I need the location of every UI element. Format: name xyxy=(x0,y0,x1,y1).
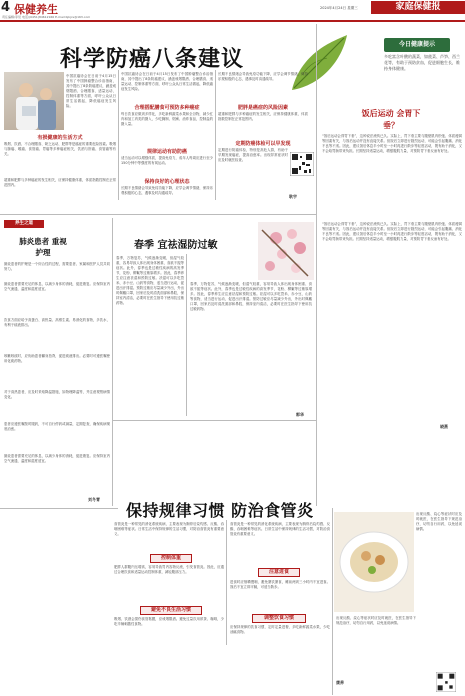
diet-text: 每日饮食应做到多样化，多吃新鲜蔬菜水果和全谷物，减少红肉和加工肉类的摄入，少吃腌制、烟熏、油炸食品，控制盐的摄入量。 xyxy=(121,112,213,126)
screening-text: 定期进行防癌体检，特别是高危人群，有助于早期发现癌症，提高治愈率。出现异常症状时应及时就医检查。 xyxy=(218,148,288,162)
pneumonia-text-5: 对于高热患者，应及时采取降温措施，如物理降温等，并注意观察病情变化。 xyxy=(4,390,110,399)
bottom-col3-text: 出现反酸、烧心等症状时应及时就医，在医生指导下规范治疗，切勿自行用药，以免延误病情。 xyxy=(336,616,416,625)
sidebar-article-text-continued: “饭后运动会得胃下垂”，这种说法流传已久。实际上，胃下垂主要与腹壁肌肉松弛、体质瘦弱等因素有关，与饭后运动并没有直接关系。但饭后立即进行剧烈运动，可能会引起腹痛、消化不良等不适。因此，建议饭后休息半小时至一小时再进行散步等轻度活动，既有助于消化，又不会给胃肠带来负担。长期坚持适量运动，增强腹肌力量，对预防胃下垂反而有好处。 xyxy=(322,222,462,241)
pneumonia-text-6: 患者应遵医嘱按时服药，不可自行停药或减量，定期复查，确保疾病彻底治愈。 xyxy=(4,422,110,431)
health-tip-badge: 今日健康提示 xyxy=(384,38,450,52)
habits-text: 吸烟、饮酒会损伤食管黏膜，应戒烟限酒。避免过量饮用浓茶、咖啡，少吃辛辣刺激性食物。 xyxy=(114,617,224,626)
subheading-diet: 合理搭配膳食可预防多种癌症 xyxy=(134,105,200,111)
pneumonia-author: 刘冬青 xyxy=(88,497,100,502)
lifestyle-text-2: 超重和肥胖与多种癌症的发生相关，应保持健康体重，体质指数控制在正常范围内。 xyxy=(4,178,116,187)
header-rule xyxy=(0,20,465,22)
sidebar-author: 晓燕 xyxy=(440,424,448,429)
subheading-lifestyle: 有损健康的生活方式 xyxy=(37,135,83,141)
subheading-exercise: 规律运动有助防癌 xyxy=(146,149,187,155)
section-divider xyxy=(0,214,316,215)
bottom-col2-text: 食管炎是一种常见的消化系统疾病，主要表现为胸骨后烧灼感、反酸、吞咽困难等症状。日常生活中保持规律的生活习惯，对防治食管炎有重要意义。 xyxy=(230,522,330,536)
sidebar-divider xyxy=(316,24,317,506)
pneumonia-title: 肺炎患者 重视护理 xyxy=(19,237,67,257)
flower-photo xyxy=(258,222,314,280)
masthead: 家庭保健报 xyxy=(371,1,465,14)
pneumonia-text-7: 肺炎患者需要充足的休息，以减少身体的消耗，促进康复。应保持室内空气流通，温度和湿度适宜。 xyxy=(4,454,110,463)
pneumonia-text-2: 肺炎患者需要充足的休息，以减少身体的消耗，促进康复。应保持室内空气流通，温度和湿度适宜。 xyxy=(4,282,110,291)
diet-habits-text: 应保持规律的饮食习惯，定时定量进餐，多吃新鲜蔬菜水果，少吃油腻食物。 xyxy=(230,625,330,634)
subheading-eating: 注意进食 xyxy=(258,568,300,577)
pneumonia-text-3: 饮食方面应给予高蛋白、高热量、高维生素、易消化的食物，多饮水，有利于痰液排出。 xyxy=(4,318,110,327)
spring-text-col1: 春季，万物复苏，气候逐渐变暖，但湿气较重，容易导致人体出现身体困重、食欲不振等症状。此外，春季也是过敏性疾病的高发季节，花粉、柳絮等过敏原增多。因此，春季养生应注意祛湿和预防过敏。祛湿可以多吃薏米、赤小豆、山药等食物，适当进行运动，促进出汗排湿。预防过敏应尽量减少外出，外出时佩戴口罩，回家后及时清洗面部和鼻腔，保持室内清洁，必要时在医生指导下使用抗过敏药物。 xyxy=(116,256,184,305)
page-header xyxy=(0,0,465,20)
sidebar-article-title: 饭后运动 会胃下垂？ xyxy=(361,109,421,130)
page-number: 4 xyxy=(1,0,11,15)
bottom-tail-text: 出现反酸、烧心等症状时应及时就医，在医生指导下规范治疗，切勿自行用药，以免延误病情。 xyxy=(416,512,462,531)
spring-text-col2: 春季，万物复苏，气候逐渐变暖，但湿气较重，容易导致人体出现身体困重、食欲不振等症状。此外，春季也是过敏性疾病的高发季节，花粉、柳絮等过敏原增多。因此，春季养生应注意祛湿和预防过敏。祛湿可以多吃薏米、赤小豆、山药等食物，适当进行运动，促进出汗排湿。预防过敏应尽量减少外出，外出时佩戴口罩，回家后及时清洗面部和鼻腔，保持室内清洁，必要时在医生指导下使用抗过敏药物。 xyxy=(190,282,312,311)
subheading-obesity: 肥胖是癌症的风险因素 xyxy=(237,105,288,111)
column-divider xyxy=(332,508,333,695)
section-divider xyxy=(0,508,118,509)
qr-code-icon xyxy=(290,152,314,180)
article-intro: 中国抗癌协会在日前于4月15日发布了中国肿瘤整合诊治指南，其中提出了8条防癌建议，涵盖戒烟限酒、合理膳食、适量运动、控制体重等方面，呼吁公众从日常生活做起，降低癌症发生风险。 xyxy=(66,74,116,108)
subheading-diet-habits: 调整饮食习惯 xyxy=(252,614,306,623)
article-photo xyxy=(4,72,64,130)
top-article-author: 耿宇 xyxy=(289,194,297,199)
section-title: 保健养生 xyxy=(14,3,58,16)
eating-text: 进食时应细嚼慢咽，避免暴饮暴食，睡前两到三小时内不宜进食。饭后不宜立即平躺，可适当散步。 xyxy=(230,580,330,589)
section-divider xyxy=(112,420,316,421)
food-photo xyxy=(334,512,414,612)
col3-text-top: 长期不良情绪会导致免疫功能下降，应学会调节情绪，保持乐观积极的心态，遇事及时沟通疏导。 xyxy=(218,72,308,81)
bottom-intro: 食管炎是一种常见的消化系统疾病，主要表现为胸骨后烧灼感、反酸、吞咽困难等症状。日常生活中保持规律的生活习惯，对防治食管炎有重要意义。 xyxy=(114,522,224,536)
bottom-qr-code-icon xyxy=(436,672,458,694)
header-meta: 责任编辑/李辰 电话/(0451)84612166 E-mail:bjkjcs@163.com xyxy=(2,15,91,19)
column-divider xyxy=(215,70,216,200)
exercise-text: 适当运动可以增强体质，提高免疫力，成年人每周应进行至少150分钟中等强度的有氧运动。 xyxy=(121,156,213,165)
column-divider xyxy=(186,254,187,416)
subheading-habits: 避免不良生活习惯 xyxy=(140,606,202,615)
subheading-screening: 定期防癌体检可以早发现 xyxy=(235,141,291,147)
weight-text: 肥胖人群腹内压增高，容易导致胃内容物反流，引发食管炎。因此，应通过合理饮食和适量运动控制体重，减轻腹部压力。 xyxy=(114,565,224,574)
sidebar xyxy=(318,24,465,220)
subheading-mental: 保持良好的心理状态 xyxy=(144,179,190,185)
pneumonia-text-1: 肺炎患者的护理是一个综合性的过程，需要患者、家属和医护人员共同努力。 xyxy=(4,262,110,271)
pneumonia-text-4: 咳嗽咳痰时，应协助患者翻身拍背，促进痰液排出。必要时可遵医嘱使用化痰药物。 xyxy=(4,354,110,363)
lifestyle-text: 吸烟、饮酒、不合理膳食、缺乏运动、肥胖等是癌症的重要危险因素。吸烟与肺癌、喉癌、食管癌、胃癌等多种癌症相关，饮酒与肝癌、食管癌等有关。 xyxy=(4,142,116,156)
header-date: 2024年4月24日 星期三 xyxy=(320,6,358,10)
column-divider xyxy=(112,218,113,506)
spring-author: 郭华 xyxy=(296,412,304,417)
column-divider xyxy=(118,70,119,200)
col2-text-top: 中国抗癌协会在日前于4月15日发布了中国肿瘤整合诊治指南，其中提出了8条防癌建议，涵盖戒烟限酒、合理膳食、适量运动、控制体重等方面，呼吁公众从日常生活做起，降低癌症发生风险。 xyxy=(121,72,213,91)
top-article-title: 科学防癌八条建议 xyxy=(60,47,245,72)
mental-text: 长期不良情绪会导致免疫功能下降，应学会调节情绪，保持乐观积极的心态，遇事及时沟通疏导。 xyxy=(121,186,213,195)
sidebar-article-text: “饭后运动会得胃下垂”，这种说法流传已久。实际上，胃下垂主要与腹壁肌肉松弛、体质瘦弱等因素有关，与饭后运动并没有直接关系。但饭后立即进行剧烈运动，可能会引起腹痛、消化不良等不适。因此，建议饭后休息半小时至一小时再进行散步等轻度活动，既有助于消化，又不会给胃肠带来负担。长期坚持适量运动，增强腹肌力量，对预防胃下垂反而有好处。 xyxy=(322,134,462,153)
subheading-weight: 控制体重 xyxy=(150,554,192,563)
bottom-title: 保持规律习惯 防治食管炎 xyxy=(126,501,314,520)
bottom-author: 康养 xyxy=(336,680,344,685)
spring-title: 春季 宜祛湿防过敏 xyxy=(134,240,218,251)
health-way-label: 养生之道 xyxy=(4,220,44,228)
health-tip-text: 多吃富含叶酸的蔬菜，如菠菜、芦笋、西兰花等，有助于预防贫血，促进细胞生长，维持身体健康。 xyxy=(384,54,460,71)
obesity-text: 超重和肥胖与多种癌症的发生相关，应保持健康体重，体质指数控制在正常范围内。 xyxy=(218,112,308,121)
column-divider xyxy=(226,520,227,645)
